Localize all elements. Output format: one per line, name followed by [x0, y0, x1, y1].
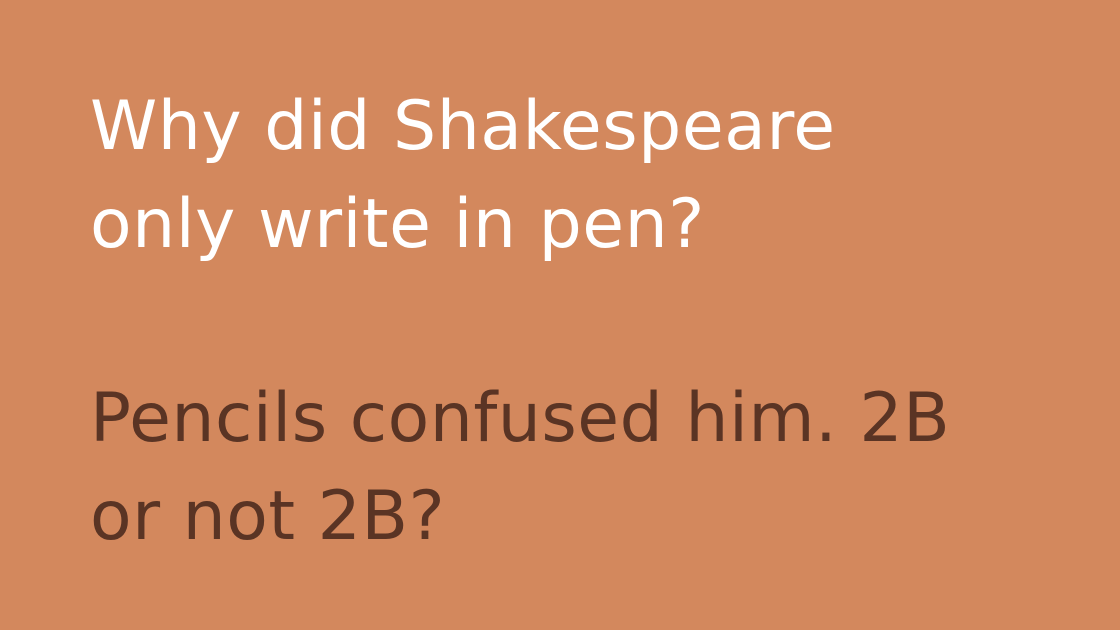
answer-line-2: or not 2B?: [90, 477, 446, 556]
question-line-2: only write in pen?: [90, 185, 705, 264]
question-line-1: Why did Shakespeare: [90, 87, 836, 166]
joke-answer: [90, 370, 1050, 566]
answer-line-1: Pencils confused him. 2B: [90, 379, 951, 458]
joke-question: [90, 78, 1050, 274]
